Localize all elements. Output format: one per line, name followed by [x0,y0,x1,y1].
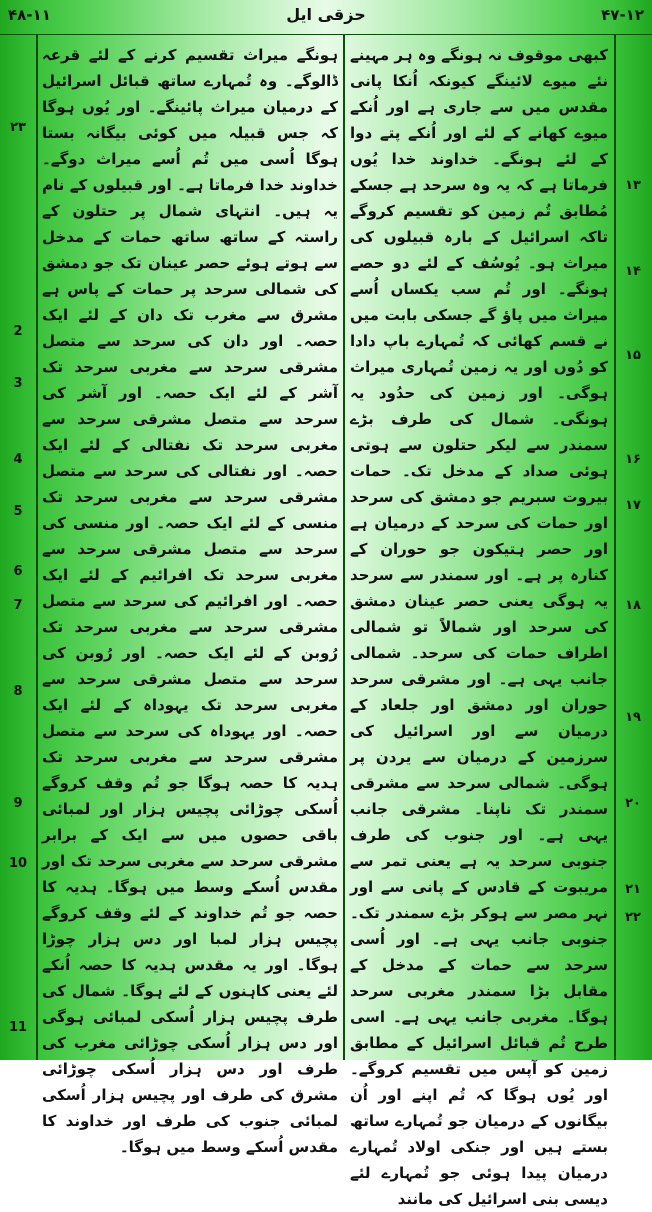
verse-number: ۱۸ [625,598,641,613]
verse-number: ۱۷ [625,498,641,513]
verse-number: 10 [8,856,28,871]
margin-rule-left [36,34,38,1060]
verse-number: 4 [13,452,23,467]
margin-rule-right [614,34,616,1060]
verse-number: ۱۵ [625,348,641,363]
verse-number: ۲۱ [625,882,641,897]
verse-number: ۱۹ [625,710,641,725]
verse-number: 5 [13,504,23,519]
verse-number: 11 [8,1020,28,1035]
verse-number: ۲۰ [625,796,641,811]
verse-number: 6 [13,564,23,579]
verse-number: 2 [13,324,23,339]
left-column-text [42,42,338,1156]
page-header [0,0,652,35]
verse-number: ۱۳ [625,178,641,193]
right-column-paragraph: کبھی موقوف نہ ہونگے وہ ہر مہینے نئے میوے لائینگے کیونکہ اُنکا پانی مقدس میں سے جاری ہے اور اُنکے میوے کھانے کے لئے اور اُنکے پتے دوا کے لئے ہونگے۔ خداوند خدا یُوں فرماتا ہے کہ یہ وہ سرحد ہے جسکے مُطابق تُم زمین کو تقسیم کروگے تاکہ اسرائیل کے بارہ قبیلوں کی میراث ہو۔ یُوسُف کے لئے دو حصے ہونگے۔ اور تُم سب یکساں اُسے میراث میں پاؤ گے جسکی بابت میں نے قسم کھائی کہ تُمہارے باپ دادا کو دُوں اور یہ زمین تُمہاری میراث ہوگی۔ اور زمین کی حدُود یہ ہونگی۔ شمال کی طرف بڑے سمندر سے لیکر حتلون سے ہوتی ہوئی صداد کے مدخل تک۔ حمات بیروت سبریم جو دمشق کی سرحد اور حمات کی سرحد کے درمیان ہے اور حصر ہتیکون جو حوران کے کنارہ پر ہے۔ اور سمندر سے سرحد یہ ہوگی یعنی حصر عینان دمشق کی سرحد اور شمالاً تو شمالی اطراف حمات کی سرحد۔ شمالی جانب یہی ہے۔ اور مشرقی سرحد حوران اور دمشق اور جلعاد کے درمیان سے اور اسرائیل کی سرزمین کے درمیان سے یردن پر ہوگی۔ شمالی سرحد سے مشرقی سمندر تک ناپنا۔ مشرقی جانب یہی ہے۔ اور جنوب کی طرف جنوبی سرحد یہ ہے یعنی تمر سے مریبوت کے قادس کے پانی سے اور نہر مصر سے ہوکر بڑے سمندر تک۔ جنوبی جانب یہی ہے۔ اور اُسی سرحد سے حمات کے مدخل کے مقابل بڑا سمندر مغربی سرحد ہوگا۔ مغربی جانب یہی ہے۔ اسی طرح تُم قبائل اسرائیل کے مطابق زمین کو آپس میں تقسیم کروگے۔ اور یُوں ہوگا کہ تُم اپنے اور اُن بیگانوں کے درمیان جو تُمہارے ساتھ بستے ہیں اور جنکی اولاد تُمہارے درمیان پیدا ہوئی جو تُمہارے لئے دیسی بنی اسرائیل کی مانند [350,46,608,1208]
left-chapter-range: ۴۸-۱۱ [8,6,51,24]
verse-number: ۲۲ [625,910,641,925]
verse-number: 8 [13,684,23,699]
left-column-paragraph: ہونگے میراث تقسیم کرنے کے لئے قرعہ ڈالوگے۔ وہ تُمہارے ساتھ قبائل اسرائیل کے درمیان میراث پائینگے۔ اور یُوں ہوگا کہ جس قبیلہ میں کوئی بیگانہ بستا ہوگا اُسی میں تُم اُسے میراث دوگے۔ خداوند خدا فرماتا ہے۔ اور قبیلوں کے نام یہ ہیں۔ انتہای شمال پر حتلون کے راستہ کے ساتھ ساتھ حمات کے مدخل سے ہوتے ہوئے حصر عینان تک جو دمشق کی شمالی سرحد پر حمات کے پاس ہے مشرق سے مغرب تک دان کے لئے ایک حصہ۔ اور دان کی سرحد سے متصل مشرقی سرحد سے مغربی سرحد تک آشر کے لئے ایک حصہ۔ اور آشر کی سرحد سے متصل مشرقی سرحد سے مغربی سرحد تک نفتالی کے لئے ایک حصہ۔ اور نفتالی کی سرحد سے متصل مشرقی سرحد سے مغربی سرحد تک منسی کے لئے ایک حصہ۔ اور منسی کی سرحد سے متصل مشرقی سرحد سے مغربی سرحد تک افرائیم کے لئے ایک حصہ۔ اور افرائیم کی سرحد سے متصل مشرقی سرحد سے مغربی سرحد تک رُوبن کے لئے ایک حصہ۔ اور رُوبن کی سرحد سے متصل مشرقی سرحد سے مغربی سرحد تک یہوداہ کے لئے ایک حصہ۔ اور یہوداہ کی سرحد سے متصل مشرقی سرحد سے مغربی سرحد تک ہدیہ کا حصہ ہوگا جو تُم وقف کروگے اُسکی چوڑائی پچیس ہزار اور لمبائی باقی حصوں میں سے ایک کے برابر مشرقی سرحد سے مغربی سرحد تک اور مقدس اُسکے وسط میں ہوگا۔ ہدیہ کا حصہ جو تُم خداوند کے لئے وقف کروگے پچیس ہزار لمبا اور دس ہزار چوڑا ہوگا۔ اور یہ مقدس ہدیہ کا حصہ اُنکے لئے یعنی کاہنوں کے لئے ہوگا۔ شمال کی طرف پچیس ہزار اُسکی لمبائی ہوگی اور دس ہزار اُسکی چوڑائی مغرب کی طرف اور دس ہزار اُسکی چوڑائی مشرق کی طرف اور پچیس ہزار اُسکی لمبائی جنوب کی طرف اور خداوند کا مقدس اُسکے وسط میں ہوگا۔ [42,46,338,1156]
book-title: حزقی ایل [286,5,366,24]
column-divider [343,34,345,1060]
right-column-text [350,42,608,1208]
right-chapter-range: ۴۷-۱۲ [601,6,644,24]
verse-number: 7 [13,598,23,613]
verse-number: ۲۳ [10,120,26,135]
verse-number: 9 [13,796,23,811]
verse-number: 3 [13,376,23,391]
verse-number: ۱۴ [625,264,641,279]
verse-number: ۱۶ [625,452,641,467]
